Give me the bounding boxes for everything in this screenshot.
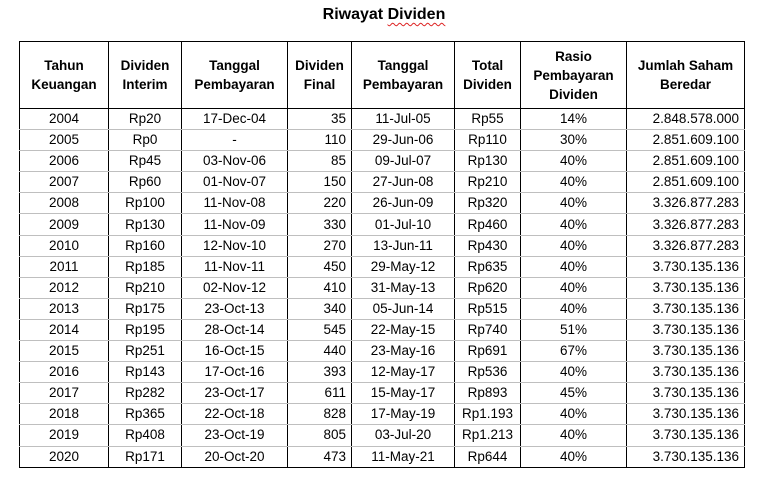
final-payment-date-cell: 29-Jun-06 <box>352 130 455 151</box>
column-header: Dividen Interim <box>109 42 182 109</box>
column-header: Total Dividen <box>455 42 521 109</box>
year-cell: 2010 <box>20 235 109 256</box>
final-payment-date-cell: 09-Jul-07 <box>352 151 455 172</box>
interim-dividend-cell: Rp60 <box>109 172 182 193</box>
total-dividend-cell: Rp1.213 <box>455 425 521 446</box>
payout-ratio-cell: 30% <box>521 130 627 151</box>
interim-payment-date-cell: 03-Nov-06 <box>182 151 288 172</box>
interim-payment-date-cell: 17-Dec-04 <box>182 109 288 130</box>
total-dividend-cell: Rp110 <box>455 130 521 151</box>
total-dividend-cell: Rp1.193 <box>455 404 521 425</box>
interim-dividend-cell: Rp160 <box>109 235 182 256</box>
payout-ratio-cell: 40% <box>521 235 627 256</box>
final-payment-date-cell: 05-Jun-14 <box>352 298 455 319</box>
table-row <box>20 446 745 467</box>
column-header: Dividen Final <box>288 42 352 109</box>
table-row <box>20 319 745 340</box>
payout-ratio-cell: 40% <box>521 172 627 193</box>
interim-dividend-cell: Rp143 <box>109 362 182 383</box>
final-dividend-cell: 611 <box>288 383 352 404</box>
shares-outstanding-cell: 2.851.609.100 <box>627 172 745 193</box>
table-row <box>20 151 745 172</box>
interim-payment-date-cell: 23-Oct-13 <box>182 298 288 319</box>
shares-outstanding-cell: 3.730.135.136 <box>627 298 745 319</box>
interim-payment-date-cell: 17-Oct-16 <box>182 362 288 383</box>
total-dividend-cell: Rp515 <box>455 298 521 319</box>
shares-outstanding-cell: 3.730.135.136 <box>627 425 745 446</box>
total-dividend-cell: Rp460 <box>455 214 521 235</box>
total-dividend-cell: Rp210 <box>455 172 521 193</box>
interim-dividend-cell: Rp45 <box>109 151 182 172</box>
final-dividend-cell: 805 <box>288 425 352 446</box>
interim-dividend-cell: Rp130 <box>109 214 182 235</box>
total-dividend-cell: Rp740 <box>455 319 521 340</box>
final-dividend-cell: 110 <box>288 130 352 151</box>
table-row <box>20 425 745 446</box>
year-cell: 2016 <box>20 362 109 383</box>
interim-payment-date-cell: 11-Nov-09 <box>182 214 288 235</box>
final-payment-date-cell: 12-May-17 <box>352 362 455 383</box>
payout-ratio-cell: 40% <box>521 446 627 467</box>
payout-ratio-cell: 40% <box>521 425 627 446</box>
table-row <box>20 298 745 319</box>
interim-dividend-cell: Rp251 <box>109 341 182 362</box>
final-dividend-cell: 85 <box>288 151 352 172</box>
table-row <box>20 172 745 193</box>
final-dividend-cell: 545 <box>288 319 352 340</box>
final-dividend-cell: 473 <box>288 446 352 467</box>
year-cell: 2012 <box>20 277 109 298</box>
total-dividend-cell: Rp893 <box>455 383 521 404</box>
total-dividend-cell: Rp320 <box>455 193 521 214</box>
shares-outstanding-cell: 3.730.135.136 <box>627 256 745 277</box>
total-dividend-cell: Rp635 <box>455 256 521 277</box>
column-header: Rasio Pembayaran Dividen <box>521 42 627 109</box>
final-payment-date-cell: 11-Jul-05 <box>352 109 455 130</box>
year-cell: 2017 <box>20 383 109 404</box>
interim-dividend-cell: Rp210 <box>109 277 182 298</box>
interim-dividend-cell: Rp408 <box>109 425 182 446</box>
payout-ratio-cell: 67% <box>521 341 627 362</box>
final-payment-date-cell: 26-Jun-09 <box>352 193 455 214</box>
total-dividend-cell: Rp55 <box>455 109 521 130</box>
year-cell: 2004 <box>20 109 109 130</box>
payout-ratio-cell: 40% <box>521 193 627 214</box>
table-row <box>20 404 745 425</box>
title-prefix: Riwayat <box>322 6 388 23</box>
interim-dividend-cell: Rp0 <box>109 130 182 151</box>
final-dividend-cell: 340 <box>288 298 352 319</box>
final-dividend-cell: 440 <box>288 341 352 362</box>
year-cell: 2006 <box>20 151 109 172</box>
interim-payment-date-cell: 12-Nov-10 <box>182 235 288 256</box>
final-dividend-cell: 35 <box>288 109 352 130</box>
year-cell: 2020 <box>20 446 109 467</box>
header-row <box>20 42 745 109</box>
table-row <box>20 383 745 404</box>
final-payment-date-cell: 17-May-19 <box>352 404 455 425</box>
final-payment-date-cell: 13-Jun-11 <box>352 235 455 256</box>
interim-dividend-cell: Rp20 <box>109 109 182 130</box>
total-dividend-cell: Rp430 <box>455 235 521 256</box>
year-cell: 2018 <box>20 404 109 425</box>
interim-payment-date-cell: 02-Nov-12 <box>182 277 288 298</box>
interim-payment-date-cell: 11-Nov-08 <box>182 193 288 214</box>
final-payment-date-cell: 27-Jun-08 <box>352 172 455 193</box>
year-cell: 2019 <box>20 425 109 446</box>
total-dividend-cell: Rp691 <box>455 341 521 362</box>
final-payment-date-cell: 29-May-12 <box>352 256 455 277</box>
final-dividend-cell: 828 <box>288 404 352 425</box>
table-row <box>20 235 745 256</box>
final-dividend-cell: 450 <box>288 256 352 277</box>
payout-ratio-cell: 40% <box>521 151 627 172</box>
final-payment-date-cell: 22-May-15 <box>352 319 455 340</box>
year-cell: 2011 <box>20 256 109 277</box>
column-header: Tahun Keuangan <box>20 42 109 109</box>
table-row <box>20 341 745 362</box>
year-cell: 2014 <box>20 319 109 340</box>
payout-ratio-cell: 40% <box>521 256 627 277</box>
payout-ratio-cell: 40% <box>521 277 627 298</box>
shares-outstanding-cell: 3.326.877.283 <box>627 235 745 256</box>
title-word: Dividen <box>387 6 446 23</box>
interim-payment-date-cell: 20-Oct-20 <box>182 446 288 467</box>
interim-dividend-cell: Rp282 <box>109 383 182 404</box>
table-row <box>20 214 745 235</box>
final-payment-date-cell: 23-May-16 <box>352 341 455 362</box>
year-cell: 2015 <box>20 341 109 362</box>
table-row <box>20 109 745 130</box>
year-cell: 2005 <box>20 130 109 151</box>
interim-payment-date-cell: - <box>182 130 288 151</box>
total-dividend-cell: Rp130 <box>455 151 521 172</box>
interim-dividend-cell: Rp365 <box>109 404 182 425</box>
column-header: Jumlah Saham Beredar <box>627 42 745 109</box>
interim-dividend-cell: Rp185 <box>109 256 182 277</box>
table-row <box>20 362 745 383</box>
final-payment-date-cell: 03-Jul-20 <box>352 425 455 446</box>
final-payment-date-cell: 11-May-21 <box>352 446 455 467</box>
payout-ratio-cell: 45% <box>521 383 627 404</box>
table-row <box>20 193 745 214</box>
shares-outstanding-cell: 3.326.877.283 <box>627 214 745 235</box>
shares-outstanding-cell: 3.730.135.136 <box>627 383 745 404</box>
interim-payment-date-cell: 28-Oct-14 <box>182 319 288 340</box>
interim-payment-date-cell: 23-Oct-19 <box>182 425 288 446</box>
interim-payment-date-cell: 23-Oct-17 <box>182 383 288 404</box>
shares-outstanding-cell: 3.730.135.136 <box>627 446 745 467</box>
page-title <box>0 6 768 24</box>
final-dividend-cell: 150 <box>288 172 352 193</box>
shares-outstanding-cell: 2.851.609.100 <box>627 151 745 172</box>
final-dividend-cell: 410 <box>288 277 352 298</box>
payout-ratio-cell: 40% <box>521 214 627 235</box>
table-row <box>20 130 745 151</box>
shares-outstanding-cell: 2.851.609.100 <box>627 130 745 151</box>
table-row <box>20 256 745 277</box>
final-dividend-cell: 330 <box>288 214 352 235</box>
interim-payment-date-cell: 22-Oct-18 <box>182 404 288 425</box>
interim-payment-date-cell: 16-Oct-15 <box>182 341 288 362</box>
shares-outstanding-cell: 3.730.135.136 <box>627 277 745 298</box>
total-dividend-cell: Rp644 <box>455 446 521 467</box>
payout-ratio-cell: 14% <box>521 109 627 130</box>
year-cell: 2008 <box>20 193 109 214</box>
year-cell: 2009 <box>20 214 109 235</box>
payout-ratio-cell: 40% <box>521 404 627 425</box>
interim-payment-date-cell: 11-Nov-11 <box>182 256 288 277</box>
final-dividend-cell: 270 <box>288 235 352 256</box>
year-cell: 2013 <box>20 298 109 319</box>
dividend-history-table <box>19 41 745 468</box>
shares-outstanding-cell: 3.730.135.136 <box>627 362 745 383</box>
final-dividend-cell: 220 <box>288 193 352 214</box>
interim-dividend-cell: Rp171 <box>109 446 182 467</box>
interim-payment-date-cell: 01-Nov-07 <box>182 172 288 193</box>
column-header: Tanggal Pembayaran <box>182 42 288 109</box>
shares-outstanding-cell: 3.326.877.283 <box>627 193 745 214</box>
shares-outstanding-cell: 3.730.135.136 <box>627 404 745 425</box>
payout-ratio-cell: 51% <box>521 319 627 340</box>
year-cell: 2007 <box>20 172 109 193</box>
final-payment-date-cell: 15-May-17 <box>352 383 455 404</box>
interim-dividend-cell: Rp195 <box>109 319 182 340</box>
final-payment-date-cell: 31-May-13 <box>352 277 455 298</box>
interim-dividend-cell: Rp175 <box>109 298 182 319</box>
total-dividend-cell: Rp620 <box>455 277 521 298</box>
shares-outstanding-cell: 3.730.135.136 <box>627 341 745 362</box>
interim-dividend-cell: Rp100 <box>109 193 182 214</box>
table-body <box>20 109 745 468</box>
column-header: Tanggal Pembayaran <box>352 42 455 109</box>
total-dividend-cell: Rp536 <box>455 362 521 383</box>
table-row <box>20 277 745 298</box>
final-dividend-cell: 393 <box>288 362 352 383</box>
final-payment-date-cell: 01-Jul-10 <box>352 214 455 235</box>
payout-ratio-cell: 40% <box>521 362 627 383</box>
shares-outstanding-cell: 3.730.135.136 <box>627 319 745 340</box>
shares-outstanding-cell: 2.848.578.000 <box>627 109 745 130</box>
payout-ratio-cell: 40% <box>521 298 627 319</box>
